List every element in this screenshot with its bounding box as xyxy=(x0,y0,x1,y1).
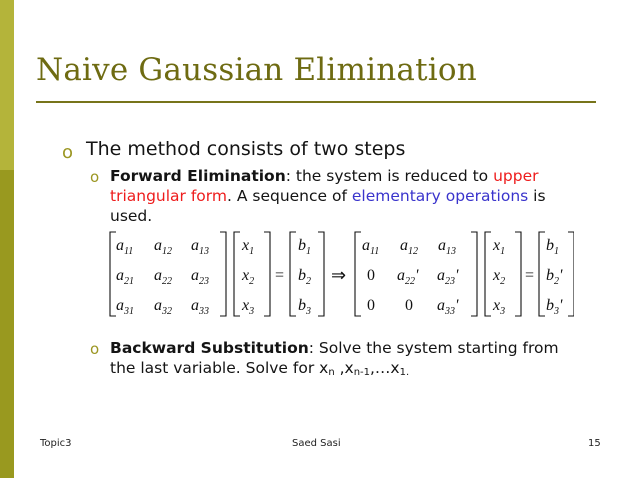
footer-topic: Topic3 xyxy=(40,438,72,449)
left-accent-bar-top xyxy=(0,0,14,170)
svg-text:a12: $a_{12}$ xyxy=(400,237,418,257)
footer-page-number: 15 xyxy=(588,438,601,449)
forward-highlight-red: upper triangular form xyxy=(110,167,539,205)
backward-sub-2: n-1 xyxy=(353,367,370,378)
svg-text:x3: $x_3$ xyxy=(242,297,255,317)
svg-text:a12: $a_{12}$ xyxy=(154,237,172,257)
bullet-marker-icon: o xyxy=(90,340,100,358)
backward-text-2: ,x xyxy=(334,359,354,377)
backward-sub-1: n xyxy=(328,367,335,378)
svg-text:0: 0 xyxy=(367,267,375,284)
forward-text-1: : the system is reduced to xyxy=(285,167,494,185)
svg-text:x1: $x_1$ xyxy=(493,237,506,257)
backward-text-3: ,…x xyxy=(370,359,400,377)
bullet-backward-substitution xyxy=(110,338,580,383)
svg-text:b2': $b_2'$ xyxy=(546,267,563,287)
forward-text-3: is used. xyxy=(110,187,546,225)
svg-text:a11: $a_{11}$ xyxy=(362,237,380,257)
bullet-forward-elimination xyxy=(110,166,580,226)
svg-text:=: = xyxy=(275,267,285,284)
svg-text:x3: $x_3$ xyxy=(493,297,506,317)
svg-text:a23: $a_{23}$ xyxy=(191,267,209,287)
svg-text:⇒: ⇒ xyxy=(331,265,347,285)
svg-text:=: = xyxy=(525,267,535,284)
title-underline xyxy=(36,101,596,103)
backward-label: Backward Substitution xyxy=(110,339,309,357)
svg-text:0: 0 xyxy=(405,297,413,314)
svg-text:a11: $a_{11}$ xyxy=(116,237,134,257)
svg-text:a21: $a_{21}$ xyxy=(116,267,134,287)
svg-text:b1: $b_1$ xyxy=(298,237,311,257)
backward-sub-3: 1. xyxy=(399,367,410,378)
svg-text:x1: $x_1$ xyxy=(242,237,255,257)
svg-text:a31: $a_{31}$ xyxy=(116,297,134,317)
forward-label: Forward Elimination xyxy=(110,167,286,185)
svg-text:0: 0 xyxy=(367,297,375,314)
svg-text:a22: $a_{22}$ xyxy=(154,267,172,287)
svg-text:b3: $b_3$ xyxy=(298,297,311,317)
svg-text:a13: $a_{13}$ xyxy=(191,237,209,257)
matrix-equation xyxy=(104,228,574,322)
footer-author: Saed Sasi xyxy=(292,438,341,449)
forward-text-2: . A sequence of xyxy=(226,187,352,205)
svg-text:a33: $a_{33}$ xyxy=(191,297,209,317)
svg-text:x2: $x_2$ xyxy=(493,267,506,287)
forward-highlight-blue: elementary operations xyxy=(351,187,529,205)
svg-text:b1: $b_1$ xyxy=(546,237,559,257)
svg-text:a13: $a_{13}$ xyxy=(438,237,456,257)
svg-text:x2: $x_2$ xyxy=(242,267,255,287)
bullet-marker-icon: o xyxy=(90,168,100,186)
bullet-main: The method consists of two steps xyxy=(86,138,406,160)
svg-text:a32: $a_{32}$ xyxy=(154,297,172,317)
svg-text:a23': $a_{23}'$ xyxy=(437,267,459,287)
svg-text:b2: $b_2$ xyxy=(298,267,311,287)
svg-text:a33': $a_{33}'$ xyxy=(437,297,459,317)
bullet-marker-icon: o xyxy=(62,142,74,163)
backward-text-1: : Solve the system starting from the last variable. Solve for x xyxy=(110,339,559,377)
slide-title: Naive Gaussian Elimination xyxy=(36,52,477,88)
svg-text:b3': $b_3'$ xyxy=(546,297,563,317)
svg-text:a22': $a_{22}'$ xyxy=(397,267,419,287)
